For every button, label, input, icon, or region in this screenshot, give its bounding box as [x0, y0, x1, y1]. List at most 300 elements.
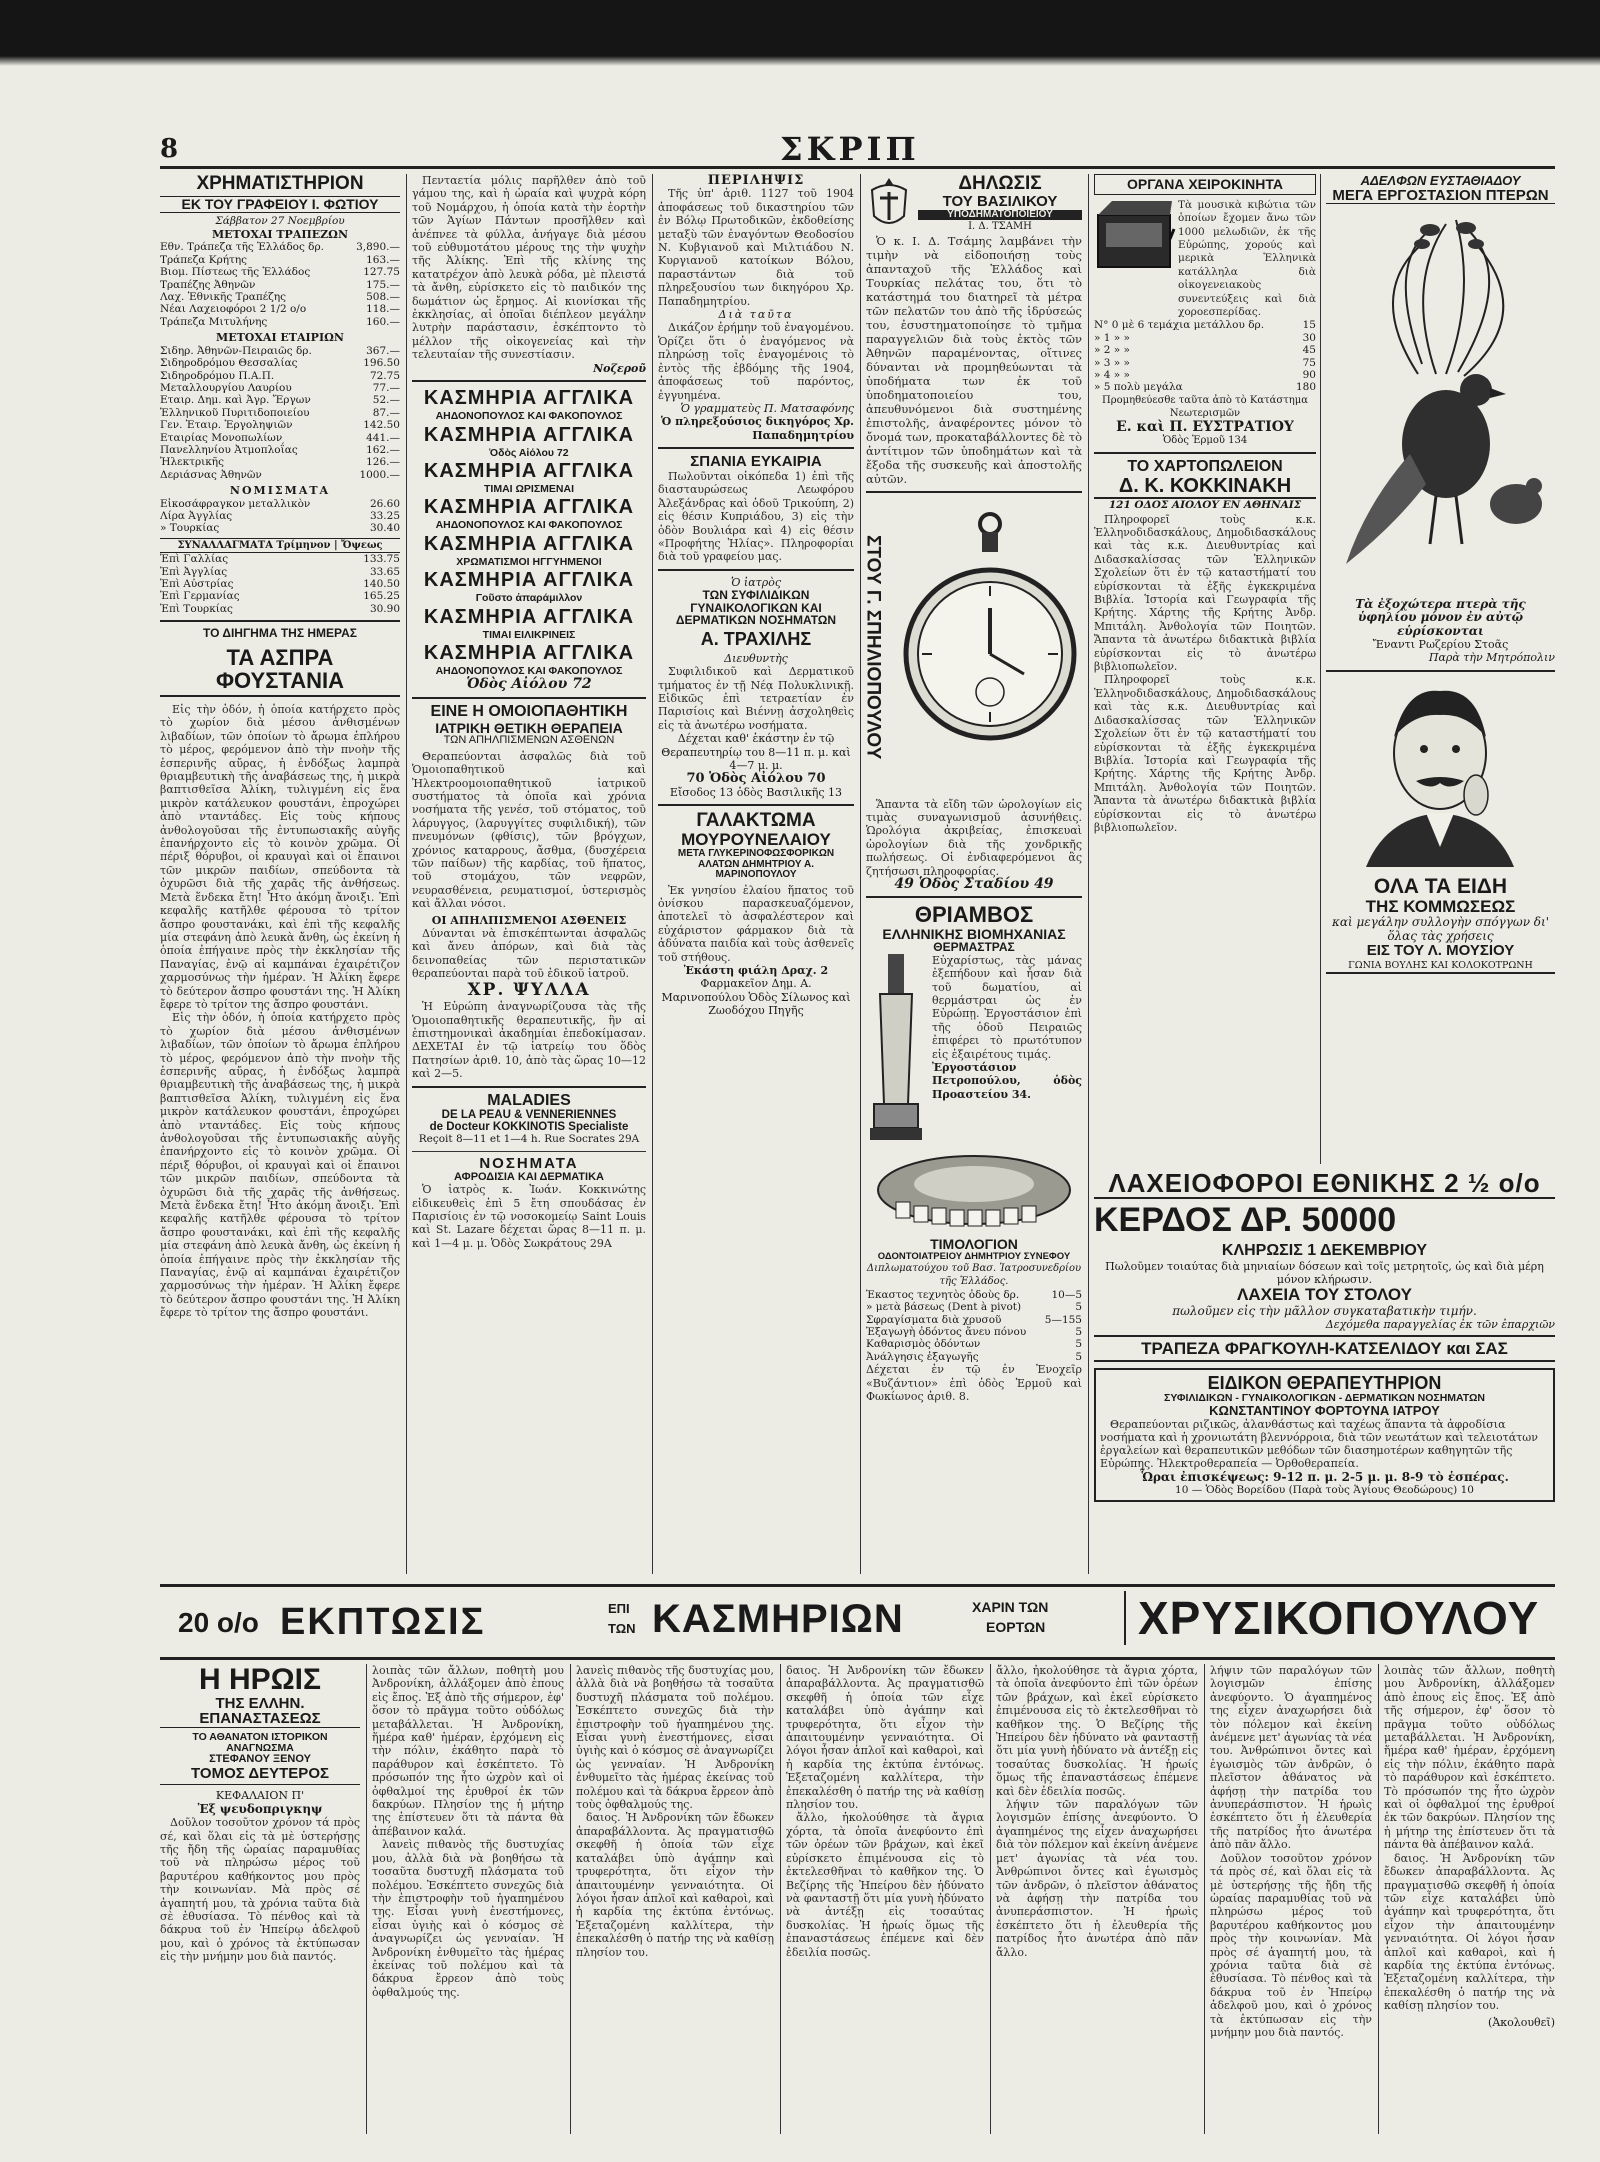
- watch-ad-vertical-title: ΣΤΟΥ Γ. ΣΠΗΛΙΟΠΟΥΛΟΥ: [862, 535, 884, 760]
- homeopathy-title: ΕΙΝΕ Η ΟΜΟΙΟΠΑΘΗΤΙΚΗ: [430, 702, 628, 720]
- row-value: 3,890.—: [356, 241, 400, 254]
- stock-exchange-subtitle: ΕΚ ΤΟΥ ΓΡΑΦΕΙΟΥ Ι. ΦΩΤΙΟΥ: [160, 196, 400, 213]
- row-label: Τράπεζα Μιτυλήνης: [160, 315, 268, 328]
- corp-shares-heading: ΜΕΤΟΧΑΙ ΕΤΑΙΡΙΩΝ: [216, 331, 344, 345]
- fx-row: [160, 578, 400, 590]
- bank-share-row: [160, 303, 400, 315]
- lottery-heading: ΛΑΧΕΙΟΦΟΡΟΙ ΕΘΝΙΚΗΣ 2 ½ ο/ο: [1094, 1170, 1555, 1199]
- newspaper-page: [160, 128, 1555, 2138]
- row-label: Λαχ. Ἐθνικῆς Τραπέζης: [160, 291, 287, 304]
- instruments-address: Ὁδὸς Ἑρμοῦ 134: [1162, 435, 1248, 446]
- shop-owner: Ι. Δ. ΤΣΑΜΗ: [968, 221, 1032, 233]
- cashmere-ad-heading: ΚΑΣΜΗΡΙΑ ΑΓΓΛΙΚΑ: [423, 459, 635, 482]
- serial-subtitle: ΤΗΣ ΕΛΛΗΝ. ΕΠΑΝΑΣΤΑΣΕΩΣ: [160, 1696, 360, 1729]
- row-value: 140.50: [363, 578, 400, 590]
- serial-text: λοιπὰς τῶν ἄλλων, ποθητὴ μου Ἀνδρονίκη, ἀλλάξομεν ἀπὸ ἐπους εἰς ἔπος. Ἐξ ἀπὸ τῆς σήμερον, ἐφ' ὅσον τὸ πρᾶγμα τοῦτο οὐδόλως μεταβάλλεται. Ἡ Ἀνδρονίκη, ἥμέρα καθ' ἡμέραν, ἐρχόμενη εἰς τὴν πόλιν, ἐκάθητο παρὰ τὸ παράθυρον καὶ ἐσκέπτετο. Τὸ πρόσωπόν της ἦτο ὠχρὸν καὶ οἱ ὀφθαλμοί της ἐρυθροί ἐκ τῶν δακρύων. Πλησίον της ἡ μήτηρ της ἐπίστευεν ὅτι τὰ πάντα θὰ ἀπέβαινον καλά.: [372, 1664, 564, 1838]
- stationery-text: Πληροφορεῖ τοὺς κ.κ. Ἑλληνοδιδασκάλους, Δημοδιδασκάλους καὶ τὰς κ.κ. Διευθυντρίας καὶ Διδασκαλίσσας τῶν Ἑλληνικῶν Σχολείων ὅτι ἐν τῷ καταστήματί του εὑρίσκονται τὰ ἑξῆς ἐγκεκριμένα Βιβλία. Ἱστορία καὶ Γεωγραφία τῆς Κρήτης. Χάρτης τῆς Κρήτης Ἀνδρ. Μπιτάλη. Ἀνθολογία τῶν Ποιητῶν. Ἄπαντα τὰ ἀνωτέρω διδακτικὰ βιβλία εὑρίσκονται εἰς τὸ ἀνωτέρω βιβλιοπωλεῖον.: [1094, 512, 1316, 674]
- row-value: 5: [1075, 1325, 1082, 1338]
- doctor-hours: Δέχεται καθ' ἑκάστην ἐν τῷ Θεραπευτηρίῳ του 8—11 π. μ. καὶ 4—7 μ. μ.: [661, 732, 851, 773]
- serial-text: Δοῦλον τοσοῦτον χρόνον τά πρὸς σέ, καὶ ὅλαι εἰς τὰ μὲ ὑστερήσῃς τῆς ἤδη τῆς ὡραίας παραμυθίας τοῦ νὰ πληρώσω μέρος τοῦ βαρυτέρου καθήκοντος μου πρὸς τὴν κοινωνίαν. Μὰ πρὸς σέ ἀγαπητή μου, τὰ χρόνια ταῦτα διὰ σὲ ἐθυσίασα. Τὸ πένθος καὶ τὰ δάκρυα τοῦ ἐν Ἠπείρῳ ἀδελφοῦ μου, καὶ ὁ χρόνος τὰ ἐκτύπωσαν εἰς τὴν μνήμην μου διὰ παντός.: [160, 1816, 360, 1964]
- row-label: » μετὰ βάσεως (Dent à pivot): [866, 1301, 1022, 1314]
- column-rule: [1320, 174, 1321, 1164]
- banner-shop: ΧΡΥΣΙΚΟΠΟΥΛΟΥ: [1124, 1591, 1539, 1645]
- dentist-credentials: Διπλωματούχου τοῦ Βασ. Ἰατροσυνεδρίου τῆς Ἑλλάδος.: [866, 1262, 1082, 1288]
- row-value: 441.—: [366, 431, 400, 444]
- column-rule: [652, 174, 653, 1574]
- watch-ad: [862, 498, 1082, 798]
- divider: [412, 1151, 646, 1152]
- cashmere-ad-heading: ΚΑΣΜΗΡΙΑ ΑΓΓΛΙΚΑ: [423, 496, 635, 519]
- row-label: Ν° 0 μὲ 6 τεμάχια μετάλλου δρ.: [1094, 319, 1265, 332]
- divider: [1094, 452, 1316, 454]
- row-value: 87.—: [372, 406, 400, 419]
- music-box-icon: [1094, 199, 1174, 273]
- row-label: Ἐπὶ Τουρκίας: [160, 602, 233, 615]
- grooming-heading: ΟΛΑ ΤΑ ΕΙΔΗ: [1373, 875, 1508, 899]
- instrument-price-row: [1094, 344, 1316, 356]
- serial-column-3: [576, 1664, 774, 2134]
- stationery-owner: Δ. Κ. ΚΟΚΚΙΝΑΚΗ: [1094, 476, 1316, 499]
- row-value: 126.—: [366, 456, 400, 469]
- instruments-text: Τὰ μουσικὰ κιβώτια τῶν ὁποίων ἔχομεν ἄνω τῶν 1000 μελωδιῶν, ἐκ τῆς Εὐρώπης, χορούς καὶ μερικὰ Ἑλληνικὰ κατάλληλα διὰ οἰκογενειακοὺς συνεντεύξεις καὶ διὰ χοροεσπερίδας.: [1178, 198, 1316, 318]
- page-number: 8: [160, 134, 179, 164]
- row-label: Δεριάσνας Ἀθηνῶν: [160, 468, 262, 481]
- row-label: Λίρα Ἀγγλίας: [160, 509, 233, 522]
- corp-share-row: [160, 456, 400, 468]
- stationery-text-cont: Πληροφορεῖ τοὺς κ.κ. Ἑλληνοδιδασκάλους, Δημοδιδασκάλους καὶ τὰς κ.κ. Διευθυντρίας καὶ Διδασκαλίσσας τῶν Ἑλληνικῶν Σχολείων ὅτι ἐν τῷ καταστήματί του εὑρίσκονται τὰ ἑξῆς ἐγκεκριμένα Βιβλία. Ἱστορία καὶ Γεωγραφία τῆς Κρήτης. Χάρτης τῆς Κρήτης Ἀνδρ. Μπιτάλη. Ἀνθολογία τῶν Ποιητῶν. Ἄπαντα τὰ ἀνωτέρω διδακτικὰ βιβλία εὑρίσκονται εἰς τὸ ἀνωτέρω βιβλιοπωλεῖον.: [1094, 673, 1316, 834]
- clinic-address: 10 — Ὁδὸς Βορείδου (Παρὰ τοὺς Ἁγίους Θεοδώρους) 10: [1175, 1484, 1474, 1497]
- bank-share-row: [160, 279, 400, 291]
- cashmere-ad-subline: Ὁδὸς Αἰόλου 72: [489, 446, 569, 459]
- story-continuation: Πενταετία μόλις παρῆλθεν ἀπὸ τοῦ γάμου της, καὶ ἡ ὡραία καὶ ψυχρὰ κόρη τοῦ Νομάρχου, ἡ ὁποία κατὰ τὴν ἑορτὴν τῶν Ἁγίων Πάντων προσῆλθεν καὶ ἀνέπνεε τὰ φύλλα, ἀνήγαγε διὰ μέσου τοῦ εὐθυμοτάτου μέρους της τὴν ψυχὴν τῆς Ἀλίκης. Ἐπὶ τῆς κλίνης της κατατρέχον ἀπὸ λευκὰ ρόδα, μὲ πλειστά τὰ ἄνθη, εὑρίσκετο εἰς τὸ παιδικόν της δωμάτιον ὡς ἔρημος. Αἱ κιονίσκαι τῆς ἐκκλησίας, αἱ ὁποῖαι διέπλεον μεγάλην λυτρὴν παράστασιν, ἐσκέπτοντο τὸ μέλλον τῆς οἰκογενείας καὶ τὴν τελευταίαν τῆς συνεστίασιν.: [412, 174, 646, 362]
- story-title: ΤΑ ΑΣΠΡΑ ΦΟΥΣΤΑΝΙΑ: [160, 646, 400, 697]
- scan-top-band: [0, 0, 1600, 58]
- corp-shares-table: [160, 345, 400, 481]
- serial-column-4: [786, 1664, 984, 2134]
- triumph-address: Ἐργοστάσιον Πετροπούλου, ὁδὸς Προαστείου 34.: [932, 1061, 1082, 1101]
- serial-column-6: [1210, 1664, 1372, 2134]
- story-text-cont: Εἰς τὴν ὁδόν, ἡ ὁποία κατήρχετο πρὸς τὸ χωρίον διὰ μέσου ἀνθισμένων λιβαδίων, τῶν ὁποίων τὸ ἄρωμα ἐπλήρου τὸ μέρος, φερόμενον ἀπὸ τὴν πνοὴν τῆς ἑσπερινῆς αὔρας, ἡ ἐνδόξως λαμπρὰ θριαμβευτικὴ τῆς ἀναβάσεως της, ἡ μικρὰ βαπτισθεῖσα Ἀλίκη, τυλιγμένη εἰς ἕνα μικρὸν κατάλευκον φουστάνι, ἐπροχώρει ἀπὸ νταντάδες. Εἰς τοὺς κήπους ἀνθολογοῦσαι τῆς ἐντυπωσιακῆς αὐγῆς ἐπανήρχοντο εἰς τὸ κοινὸν χρῶμα. Οἱ πέριξ θόρυβοι, οἱ κραυγαὶ καὶ οἱ ἔπαινοι τῶν μικρῶν παιδίων, σπεύδοντα τὰ ὀχυρῶσι διὰ τῆς χαρᾶς τῆς ἀνθήσεως. Μετὰ ἕνδεκα ἔτη! Ἦτο ἀκόμη ἄνοιξι. Ἐπὶ κεφαλῆς κατῆλθε φέρουσα τὸ τρίτον ἄσπρο φουστανάκι, καὶ ἐπὶ τῆς κεφαλῆς μία στεφάνη ἀπὸ λευκὰ ἄνθη, ὡς ἐκείνη ἡ ὁποία ἐπήγαινε πρὸς τὴν ἐκκλησίαν τῆς Παναγίας, ἐνῷ αἱ καμπάναι ἐχαιρέτιζον χαρμοσύνως τὴν ἡμέραν. Ἡ Ἀλίκη ἔφερε τὸ δεύτερον ἄσπρο φουστάνι της. Ἡ Ἀλίκη ἔφερε τὸ τρίτον της ἄσπρο φουστάνι.: [160, 1011, 400, 1320]
- feathers-address-2: Παρὰ τὴν Μητρόπολιν: [1428, 651, 1555, 665]
- serial-kicker: ΤΟ ΑΘΑΝΑΤΟΝ ΙΣΤΟΡΙΚΟΝ ΑΝΑΓΝΩΣΜΑ: [192, 1731, 328, 1755]
- serial-text: λοιπὰς τῶν ἄλλων, ποθητὴ μου Ἀνδρονίκη, ἀλλάξομεν ἀπὸ ἐπους εἰς ἔπος. Ἐξ ἀπὸ τῆς σήμερον, ἐφ' ὅσον τὸ πρᾶγμα τοῦτο οὐδόλως μεταβάλλεται. Ἡ Ἀνδρονίκη, ἥμέρα καθ' ἡμέραν, ἐρχόμενη εἰς τὴν πόλιν, ἐκάθητο παρὰ τὸ παράθυρον καὶ ἐσκέπτετο. Τὸ πρόσωπόν της ἦτο ὠχρὸν καὶ οἱ ὀφθαλμοί της ἐρυθροί ἐκ τῶν δακρύων. Πλησίον της ἡ μήτηρ της ἐπίστευεν ὅτι τὰ πάντα θὰ ἀπέβαινον καλά.: [1384, 1664, 1555, 1852]
- emulsion-brand: ΜΟΥΡΟΥΝΕΛΑΙΟΥ: [681, 830, 831, 850]
- clinic-heading: ΕΙΔΙΚΟΝ ΘΕΡΑΠΕΥΤΗΡΙΟΝ: [1207, 1373, 1442, 1394]
- stationery-heading: ΤΟ ΧΑΡΤΟΠΩΛΕΙΟΝ: [1127, 458, 1283, 476]
- cashmere-ad-heading: ΚΑΣΜΗΡΙΑ ΑΓΓΛΙΚΑ: [423, 532, 635, 555]
- serial-chapter-title: Ἐξ ψευδοπριγκηψ: [197, 1801, 323, 1816]
- emulsion-price: Ἑκάστη φιάλη Δραχ. 2: [683, 963, 829, 977]
- lottery-prize: ΚΕΡΔΟΣ ΔΡ. 50000: [1094, 1201, 1397, 1240]
- column-feathers: [1326, 174, 1555, 1164]
- man-portrait-icon: [1326, 677, 1555, 867]
- instruments-note: Προμηθεύεσθε ταῦτα ἀπὸ τὸ Κατάστημα Νεωτερισμῶν: [1102, 394, 1308, 420]
- column-rule: [1378, 1664, 1379, 2134]
- divider: [1326, 670, 1555, 672]
- dentist-address: Δέχεται ἐν τῷ ἐν Ἐνοχεῖρ «Βυζάντιον» ἐπὶ ὁδὸς Ἑρμοῦ καὶ Φωκίωνος ἀριθ. 8.: [866, 1363, 1082, 1403]
- story-text: Εἰς τὴν ὁδόν, ἡ ὁποία κατήρχετο πρὸς τὸ χωρίον διὰ μέσου ἀνθισμένων λιβαδίων, τῶν ὁποίων τὸ ἄρωμα ἐπλήρου τὸ μέρος, φερόμενον ἀπὸ τὴν πνοὴν τῆς ἑσπερινῆς αὔρας, ἡ ἐνδόξως λαμπρὰ θριαμβευτικὴ τῆς ἀναβάσεως της, ἡ μικρὰ βαπτισθεῖσα Ἀλίκη, τυλιγμένη εἰς ἕνα μικρὸν κατάλευκον φουστάνι, ἐπροχώρει ἀπὸ νταντάδες. Εἰς τοὺς κήπους ἀνθολογοῦσαι τῆς ἐντυπωσιακῆς αὐγῆς ἐπανήρχοντο εἰς τὸ κοινὸν χρῶμα. Οἱ πέριξ θόρυβοι, οἱ κραυγαὶ καὶ οἱ ἔπαινοι τῶν μικρῶν παιδίων, σπεύδοντα τὰ ὀχυρῶσι διὰ τῆς χαρᾶς τῆς ἀνθήσεως. Μετὰ ἕνδεκα ἔτη! Ἦτο ἀκόμη ἄνοιξι. Ἐπὶ κεφαλῆς κατῆλθε φέρουσα τὸ τρίτον ἄσπρο φουστανάκι, καὶ ἐπὶ τῆς κεφαλῆς μία στεφάνη ἀπὸ λευκὰ ἄνθη, ὡς ἐκείνη ἡ ὁποία ἐπήγαινε πρὸς τὴν ἐκκλησίαν τῆς Παναγίας, ἐνῷ αἱ καμπάναι ἐχαιρέτιζον χαρμοσύνως τὴν ἡμέραν. Ἡ Ἀλίκη ἔφερε τὸ δεύτερον ἄσπρο φουστάνι της. Ἡ Ἀλίκη ἔφερε τὸ τρίτον της ἄσπρο φουστάνι.: [160, 703, 400, 1011]
- cashmere-ad-heading: ΚΑΣΜΗΡΙΑ ΑΓΓΛΙΚΑ: [423, 569, 635, 592]
- cashmere-ad-heading: ΚΑΣΜΗΡΙΑ ΑΓΓΛΙΚΑ: [423, 423, 635, 446]
- row-value: 72.75: [369, 369, 400, 382]
- row-label: » Τουρκίας: [160, 522, 220, 535]
- row-label: Εθν. Τράπεζα τῆς Ἑλλάδος δρ.: [160, 241, 325, 254]
- column-shoemaker-watch: [862, 173, 1082, 1574]
- row-label: Ἐπὶ Γερμανίας: [160, 590, 240, 603]
- cashmere-ad-subline: Γοῦστο ἀπαράμιλλον: [475, 592, 583, 605]
- triumph-subtitle: ΕΛΛΗΝΙΚΗΣ ΒΙΟΜΗΧΑΝΙΑΣ: [882, 925, 1066, 942]
- cashmere-ad-block: [412, 387, 646, 678]
- row-label: Τραπέζης Ἀθηνῶν: [160, 278, 256, 291]
- divider: [412, 697, 646, 699]
- cashmere-ad-subline: ΤΙΜΑΙ ΩΡΙΣΜΕΝΑΙ: [484, 482, 574, 495]
- french-ad-doctor: de Docteur KOKKINOTIS Specialiste: [429, 1121, 629, 1134]
- instruments-seller: Ε. καὶ Π. ΕΥΣΤΡΑΤΙΟΥ: [1116, 418, 1294, 435]
- doctor-role: Διευθυντὴς: [724, 651, 788, 665]
- summary-signature-2: Ὁ πληρεξούσιος δικηγόρος Χρ. Παπαδημητρίου: [660, 415, 854, 442]
- row-value: 77.—: [372, 381, 400, 394]
- serial-column-5: [996, 1664, 1198, 2134]
- instruments-price-table: [1094, 319, 1316, 393]
- bank-shares-table: [160, 241, 400, 328]
- divider: [412, 1086, 646, 1088]
- dentures-icon: [866, 1144, 1082, 1234]
- coin-row: [160, 522, 400, 534]
- bank-share-row: [160, 266, 400, 278]
- summary-heading: ΠΕΡΙΛΗΨΙΣ: [707, 173, 805, 188]
- serial-column-2: [372, 1664, 564, 2134]
- row-value: 196.50: [363, 357, 400, 370]
- fx-row: [160, 590, 400, 602]
- clinic-hours: Ὧραι ἐπισκέψεως: 9-12 π. μ. 2-5 μ. μ. 8-9 τὸ ἑσπέρας.: [1140, 1470, 1509, 1485]
- french-ad-hours: Reçoit 8—11 et 1—4 h. Rue Socrates 29A: [418, 1133, 640, 1146]
- instruments-heading: ΟΡΓΑΝΑ ΧΕΙΡΟΚΙΝΗΤΑ: [1094, 174, 1316, 195]
- row-value: 33.25: [369, 509, 400, 522]
- dentist-price-row: [866, 1289, 1082, 1301]
- banner-product: ΚΑΣΜΗΡΙΩΝ: [652, 1597, 904, 1641]
- emulsion-text: Ἐκ γνησίου ἐλαίου ἥπατος τοῦ ὀνίσκου παρασκευαζόμενον, ἀποτελεῖ τὸ ἀσφαλέστερον καὶ εὐχάριστον φάρμακον διὰ τὰ ἀδύνατα παιδία καὶ τοὺς ἀσθενεῖς τοῦ στήθους.: [658, 883, 854, 964]
- sale-heading: ΣΠΑΝΙΑ ΕΥΚΑΙΡΙΑ: [690, 453, 822, 471]
- divider: [160, 620, 400, 622]
- serial-text: δαιος. Ἡ Ἀνδρονίκη τῶν ἔδωκεν ἀπαραβάλλοντα. Ἀς πραγματισθῶ σκεφθῆ ἡ ὁποία τῶν εἶχε καταλάβει ὑπὸ ἀγάπην καὶ τρυφερότητα, ὅτι εἶχον τὴν ἀπαιτουμένην γενναιότητα. Οἱ λόγοι ἦσαν ἁπλοῖ καὶ καθαροὶ, καὶ ἡ καρδία της ἐκτύπα ἐντόνως. Ἐξεταζομένη καλλίτερα, τὴν ἐπεκαλέσθη ὁ πατήρ της νὰ καθίσῃ πλησίον του.: [786, 1664, 984, 1812]
- row-label: Νέαι Λαχειοφόροι 2 1/2 ο/ο: [160, 303, 307, 316]
- serial-text: δαιος. Ἡ Ἀνδρονίκη τῶν ἔδωκεν ἀπαραβάλλοντα. Ἀς πραγματισθῶ σκεφθῆ ἡ ὁποία τῶν εἶχε καταλάβει ὑπὸ ἀγάπην καὶ τρυφερότητα, ὅτι εἶχον τὴν ἀπαιτουμένην γενναιότητα. Οἱ λόγοι ἦσαν ἁπλοῖ καὶ καθαροὶ, καὶ ἡ καρδία της ἐκτύπα ἐντόνως. Ἐξεταζομένη καλλίτερα, τὴν ἐπεκαλέσθη ὁ πατήρ της νὰ καθίσῃ πλησίον του.: [576, 1811, 774, 1959]
- row-label: Πανελληνίου Ἀτμοπλοΐας: [160, 443, 298, 456]
- fx-row: [160, 566, 400, 578]
- cashmere-ad-address: Ὁδὸς Αἰόλου 72: [466, 676, 592, 693]
- banner-percent: 20 ο/ο: [178, 1607, 259, 1638]
- instrument-price-row: [1094, 319, 1316, 331]
- clinic-doctor: ΚΩΝΣΤΑΝΤΙΝΟΥ ΦΟΡΤΟΥΝΑ ΙΑΤΡΟΥ: [1209, 1403, 1440, 1419]
- column-instruments-paper: [1094, 174, 1316, 1164]
- instrument-price-row: [1094, 369, 1316, 381]
- doctor-address: 70 Ὁδὸς Αἰόλου 70: [686, 771, 826, 787]
- doctor-text: Συφιλιδικοῦ καὶ Δερματικοῦ τμήματος ἐν τῇ Νέᾳ Πολυκλινικῇ. Εἰδικῶς ἐπὶ τετραετίαν ἐν Παρισίοις καὶ Βιέννῃ ἀσχοληθεὶς εἰς τὰ ἀνωτέρω νοσήματα.: [658, 665, 854, 732]
- row-value: 30: [1302, 331, 1316, 344]
- serial-chapter: ΚΕΦΑΛΑΙΟΝ Π': [215, 1789, 305, 1803]
- cashmere-sale-banner: [160, 1584, 1555, 1660]
- row-label: Ἑλληνικοῦ Πυριτιδοποιείου: [160, 406, 310, 419]
- row-value: 75: [1302, 356, 1316, 369]
- serial-text: λανεὶς πιθανὸς τῆς δυστυχίας μου, ἀλλὰ διὰ νὰ βοηθήσω τὰ τοσαῦτα δυστυχῆ πλάσματα τοῦ πολέμου. Ἐσκέπτετο συνεχῶς διὰ τὴν ἐπιστροφὴν τοῦ ἡγαπημένου της. Εἶσαι γυνὴ ἐνεστήμονες, εἶσαι ὑγιὴς καὶ ὁ κόσμος σὲ ἀναγνωρίζει ὡς γενναίαν. Ἡ Ἀνδρονίκη ἐνθυμεῖτο τὰς ἡμέρας ἐκείνας τοῦ πολέμου καὶ τὰ δάκρυα ἔρρεον ἀπὸ τοὺς ὀφθαλμούς της.: [576, 1664, 774, 1812]
- fx-table: [160, 553, 400, 615]
- declaration-heading: ΔΗΛΩΣΙΣ: [958, 173, 1042, 194]
- clinic-text: Θεραπεύονται ριζικῶς, ἀλανθάστως καὶ ταχέως ἅπαντα τὰ ἀφροδίσια νοσήματα καὶ ἡ χρονιωτάτη βλεννόρροια, διὰ τῶν νεωτάτων καὶ τελειοτάτων ἐργαλείων καὶ θεραπευτικῶν μεθόδων τῶν διασημοτέρων καθηγητῶν τῆς Εὐρώπης. Ἠλεκτροθεραπεία — Ὀρθοθεραπεία.: [1100, 1418, 1538, 1471]
- bank-name: ΤΡΑΠΕΖΑ ΦΡΑΓΚΟΥΛΗ-ΚΑΤΣΕΛΙΔΟΥ και ΣΑΣ: [1094, 1335, 1555, 1363]
- row-label: Εταιρ. Δημ. καὶ Ἀγρ. Ἔργων: [160, 394, 311, 407]
- sale-text: Πωλοῦνται οἰκόπεδα 1) ἐπὶ τῆς διασταυρώσεως Λεωφόρου Ἀλεξάνδρας καὶ ὁδοῦ Τρικούπη, 2) εἰς θέσιν Κυπριάδου, 3) εἰς τὴν ὁδὸν Βουλιάρα καὶ 4) εἰς θέσιν «Προφήτης Ἠλίας». Πληροφορίαι διὰ τοῦ γραφείου μας.: [658, 469, 854, 564]
- coins-table: [160, 498, 400, 535]
- row-value: 52.—: [372, 394, 400, 407]
- summary-signature-1: Ὁ γραμματεὺς Π. Ματσαφόνης: [680, 401, 854, 415]
- column-rule: [1204, 1664, 1205, 2134]
- emulsion-heading: ΓΑΛΑΚΤΩΜΑ: [696, 810, 816, 832]
- row-value: 5: [1075, 1350, 1082, 1363]
- bank-share-row: [160, 254, 400, 266]
- row-value: 180: [1295, 381, 1316, 394]
- row-value: 142.50: [363, 419, 400, 432]
- row-value: 367.—: [366, 344, 400, 357]
- cashmere-ad-subline: ΑΗΔΟΝΟΠΟΥΛΟΣ ΚΑΙ ΦΑΚΟΠΟΥΛΟΣ: [435, 519, 623, 532]
- cashmere-ad-subline: ΑΗΔΟΝΟΠΟΥΛΟΣ ΚΑΙ ΦΑΚΟΠΟΥΛΟΣ: [435, 664, 623, 677]
- divider: [658, 569, 854, 571]
- corp-share-row: [160, 444, 400, 456]
- row-label: Ἐξαγωγὴ ὀδόντος ἄνευ πόνου: [866, 1325, 1027, 1338]
- instrument-price-row: [1094, 357, 1316, 369]
- feathers-address: Ἔναντι Ρωζερίου Στοᾶς: [1372, 638, 1509, 652]
- bank-share-row: [160, 316, 400, 328]
- row-value: 1000.—: [359, 468, 400, 481]
- french-ad-title: MALADIES: [487, 1091, 571, 1109]
- emulsion-seller: Φαρμακεῖον Δημ. Α. Μαρινοπούλου Ὁδὸς Σίλωνος καὶ Ζωοδόχου Πηγῆς: [661, 977, 851, 1018]
- homeopathy-subtitle: ΙΑΤΡΙΚΗ ΘΕΤΙΚΗ ΘΕΡΑΠΕΙΑ: [435, 719, 623, 736]
- row-label: Ἐκαστος τεχνητὸς ὀδοὺς δρ.: [866, 1288, 1020, 1301]
- shop-name: ΤΟΥ ΒΑΣΙΛΙΚΟΥ: [942, 192, 1058, 210]
- column-ads-cashmere: [412, 174, 646, 1574]
- pocket-watch-icon: [902, 504, 1078, 794]
- column-rule: [570, 1664, 571, 2134]
- doctor-specialty: ΤΩΝ ΣΥΦΙΛΙΔΙΚΩΝ ΓΥΝΑΙΚΟΛΟΓΙΚΩΝ ΚΑΙ ΔΕΡΜΑΤΙΚΩΝ ΝΟΣΗΜΑΤΩΝ: [675, 588, 837, 628]
- coin-row: [160, 498, 400, 510]
- diseases-text: Ὁ ἰατρὸς κ. Ἰωάν. Κοκκινώτης εἰδικευθεὶς ἐπὶ 5 ἔτη σπουδάσας ἐν Παρισίοις ἐν τῷ νοσοκομείῳ Saint Louis καὶ St. Lazare δέχεται ὥρας 8—11 π. μ. καὶ 1—4 μ. μ. Ὁδὸς Σωκράτους 29Α: [412, 1183, 646, 1250]
- instrument-price-row: [1094, 332, 1316, 344]
- grooming-subtitle: ΤΗΣ ΚΟΜΜΩΣΕΩΣ: [1365, 897, 1516, 917]
- divider: [866, 896, 1082, 898]
- triumph-body: [866, 954, 1082, 1144]
- banner-epi: ΕΠΙ: [608, 1601, 630, 1616]
- declaration-text: Ὁ κ. Ι. Δ. Τσάμης λαμβάνει τὴν τιμὴν νὰ εἰδοποιήσῃ τοὺς ἀπανταχοῦ τῆς Ἑλλάδος καὶ Τουρκίας πελάτας του, ὅτι τὸ κατάστημά του διατηρεῖ τὰ μέτρα τῶν πελατῶν του ἀπὸ τῆς ἱδρύσεώς του, ἐσυστηματοποίησε τὸ τμῆμα παραγγελιῶν διὰ τοὺς ἐκτὸς τῶν Ἀθηνῶν παραμένοντας, οἵτινες δύνανται νὰ προμηθεύωνται τὰ ὑποδήματα των ἐκ τοῦ ὑποδηματοποιείου του, ἀπευθυνόμενοι διὰ συστημένης ἐπιστολῆς, ἀναφέροντες μόνον τὸ ὄνομά των, προκαταβάλλοντες δὲ τὸ ἀντίτιμον τῶν ὑποδημάτων καὶ τὰ ἔξοδα τῆς συσκευῆς καὶ ἀποστολῆς αὐτῶν.: [866, 233, 1082, 486]
- column-rule: [990, 1664, 991, 2134]
- watch-address: 49 Ὁδὸς Σταδίου 49: [894, 876, 1054, 893]
- row-value: 508.—: [366, 291, 400, 304]
- shoemaker-header: [866, 174, 1082, 234]
- clinic-subtitle: ΣΥΦΙΛΙΔΙΚΩΝ - ΓΥΝΑΙΚΟΛΟΓΙΚΩΝ - ΔΕΡΜΑΤΙΚΩΝ ΝΟΣΗΜΑΤΩΝ: [1164, 1392, 1485, 1405]
- divider: [658, 804, 854, 806]
- column-stock-exchange: [160, 174, 400, 1574]
- navy-lottery-text: πωλοῦμεν εἰς τὴν μᾶλλον συγκαταβατικὴν τιμήν.: [1172, 1303, 1477, 1318]
- row-value: 30.90: [369, 602, 400, 615]
- triumph-text: Εὐχαρίστως, τὰς μάνας ἐξεπήδουν καὶ ἦσαν διὰ τοῦ δωματίου, αἱ θερμάστραι ὡς ἐν Εὐρώπῃ. Ἐργοστάσιον ἐπὶ τῆς ὁδοῦ Πειραιῶς ἐπιφέρει τὸ πρωτότυπον εἰς ἐξαιρέτους τιμάς.: [932, 953, 1082, 1061]
- dentist-price-row: [866, 1301, 1082, 1313]
- column-rule: [406, 174, 407, 1574]
- feathers-slogan: Τὰ ἐξοχώτερα πτερὰ τῆς ὑφηλίου μόνον ἐν αὐτῷ εὑρίσκονται: [1355, 596, 1526, 638]
- row-value: 127.75: [363, 266, 400, 279]
- cashmere-ad-subline: ΑΗΔΟΝΟΠΟΥΛΟΣ ΚΑΙ ΦΑΚΟΠΟΥΛΟΣ: [435, 410, 623, 423]
- row-value: 175.—: [366, 278, 400, 291]
- row-label: Ἐπὶ Αὐστρίας: [160, 578, 234, 590]
- fx-row: [160, 603, 400, 615]
- row-value: 5: [1075, 1301, 1082, 1314]
- row-label: Βιομ. Πίστεως τῆς Ἑλλάδος: [160, 266, 311, 279]
- dentist-price-row: [866, 1338, 1082, 1350]
- serial-title: Η ΗΡΩΙΣ: [198, 1663, 322, 1696]
- row-label: » 5 πολὺ μεγάλα: [1094, 381, 1183, 394]
- bank-shares-heading: ΜΕΤΟΧΑΙ ΤΡΑΠΕΖΩΝ: [211, 228, 348, 242]
- row-label: Σιδηροδρόμου Π.Α.Π.: [160, 369, 275, 382]
- divider: [658, 447, 854, 449]
- row-label: Εἰκοσάφραγκον μεταλλικὸν: [160, 497, 311, 510]
- serial-text: λανεὶς πιθανὸς τῆς δυστυχίας μου, ἀλλὰ διὰ νὰ βοηθήσω τὰ τοσαῦτα δυστυχῆ πλάσματα τοῦ πολέμου. Ἐσκέπτετο συνεχῶς διὰ τὴν ἐπιστροφὴν τοῦ ἡγαπημένου της. Εἶσαι γυνὴ ἐνεστήμονες, εἶσαι ὑγιὴς καὶ ὁ κόσμος σὲ ἀναγνωρίζει ὡς γενναίαν. Ἡ Ἀνδρονίκη ἐνθυμεῖτο τὰς ἡμέρας ἐκείνας τοῦ πολέμου καὶ τὰ δάκρυα ἔρρεον ἀπὸ τοὺς ὀφθαλμούς της.: [372, 1838, 564, 1999]
- doctor-kicker: Ὁ ἰατρὸς: [730, 575, 782, 589]
- dentist-price-row: [866, 1351, 1082, 1363]
- homeopathy-heading-2: ΟΙ ΑΠΗΛΠΙΣΜΕΝΟΙ ΑΣΘΕΝΕΙΣ: [431, 913, 627, 927]
- row-label: Σφραγίσματα διὰ χρυσοῦ: [866, 1313, 1002, 1326]
- homeopathy-text-3: Ἡ Εὐρώπη ἀναγνωρίζουσα τὰς τῆς Ὁμοιοπαθητικῆς θεραπευτικῆς, ἣν αἱ ἐπιστημονικαὶ ἀκαδημίαι ἐπεδοκίμασαν. ΔΕΧΕΤΑΙ ἐν τῷ ἰατρείῳ του ὅδὸς Πατησίων ἀριθ. 10, ἀπὸ τὰς ὥρας 10—12 καὶ 2—5.: [412, 1000, 646, 1081]
- row-value: 162.—: [366, 443, 400, 456]
- row-value: 15: [1302, 319, 1316, 332]
- row-value: 45: [1302, 344, 1316, 357]
- column-rule: [366, 1664, 367, 2134]
- stationery-address: 121 ΟΔΟΣ ΑΙΟΛΟΥ ΕΝ ΑΘΗΝΑΙΣ: [1108, 499, 1302, 512]
- diseases-subtitle: ΑΦΡΟΔΙΣΙΑ ΚΑΙ ΔΕΡΜΑΤΙΚΑ: [454, 1170, 604, 1183]
- corp-share-row: [160, 394, 400, 406]
- triumph-subtitle-2: ΘΕΡΜΑΣΤΡΑΣ: [933, 940, 1015, 955]
- instruments-body: [1094, 199, 1316, 320]
- dentist-pricelist-heading: ΤΙΜΟΛΟΓΙΟΝ: [930, 1236, 1018, 1253]
- feathers-subtitle: ΜΕΓΑ ΕΡΓΟΣΤΑΣΙΟΝ ΠΤΕΡΩΝ: [1326, 188, 1555, 205]
- serial-text: δαιος. Ἡ Ἀνδρονίκη τῶν ἔδωκεν ἀπαραβάλλοντα. Ἀς πραγματισθῶ σκεφθῆ ἡ ὁποία τῶν εἶχε καταλάβει ὑπὸ ἀγάπην καὶ τρυφερότητα, ὅτι εἶχον τὴν ἀπαιτουμένην γενναιότητα. Οἱ λόγοι ἦσαν ἁπλοῖ καὶ καθαροὶ, καὶ ἡ καρδία της ἐκτύπα ἐντόνως. Ἐξεταζομένη καλλίτερα, τὴν ἐπεκαλέσθη ὁ πατήρ της νὰ καθίσῃ πλησίον του.: [1384, 1851, 1555, 2013]
- row-label: Γεν. Ἑταιρ. Ἐργοληψιῶν: [160, 419, 293, 432]
- fx-row: [160, 553, 400, 565]
- dentist-pricelist-subtitle: ΟΔΟΝΤΟΙΑΤΡΕΙΟΥ ΔΗΜΗΤΡΙΟΥ ΣΥΝΕΦΟΥ: [877, 1250, 1071, 1262]
- corp-share-row: [160, 382, 400, 394]
- fx-heading: ΣΥΝΑΛΛΑΓΜΑΤΑ Τρίμηνον | Ὄψεως: [160, 538, 400, 553]
- royal-crest-icon: [866, 176, 912, 232]
- coins-heading: ΝΟΜΙΣΜΑΤΑ: [229, 484, 331, 498]
- emulsion-subtitle: ΜΕΤΑ ΓΛΥΚΕΡΙΝΟΦΩΣΦΟΡΙΚΩΝ ΑΛΑΤΩΝ ΔΗΜΗΤΡΙΟΥ Α. ΜΑΡΙΝΟΠΟΥΛΟΥ: [677, 848, 835, 881]
- row-value: 33.65: [369, 565, 400, 578]
- serial-author: ΣΤΕΦΑΝΟΥ ΞΕΝΟΥ: [209, 1753, 311, 1766]
- row-value: 165.25: [363, 590, 400, 603]
- lottery-text: Πωλοῦμεν τοιαύτας διὰ μηνιαίων δόσεων καὶ τοῖς μετρητοῖς, ὡς καὶ διὰ μέρη μόνον κλήρωσιν.: [1105, 1259, 1544, 1286]
- row-value: 160.—: [366, 315, 400, 328]
- homeopathy-text: Θεραπεύονται ἀσφαλῶς διὰ τοῦ Ὁμοιοπαθητικοῦ καὶ Ἠλεκτροομοιοπαθητικοῦ ἰατρικοῦ συστήματος τὰ ὁποῖα καὶ χρόνια νοσήματα τῆς γενέσ, τοῦ στόματος, τοῦ λάρυγγος, (λαρυγγίτες συφιλιδική), τῶν πνευμόνων (φθίσις), τῶν βρόγχων, χρόνιος καταρρους, ἄσθμα, (δυσχέρεια τῶν παίδων) τῆς καρδίας, τοῦ ἥπατος, τοῦ στομάχου, τῶν νεφρῶν, νευρασθένεια, ρευματισμοί, ὑστερισμὸς καὶ ἄλλαι νόσοι.: [412, 749, 646, 911]
- row-value: 5: [1075, 1338, 1082, 1351]
- row-label: Εταιρίας Μονοπωλίων: [160, 431, 283, 444]
- row-label: Ἠλεκτρικῆς: [160, 456, 224, 469]
- row-label: Τράπεζα Κρήτης: [160, 253, 248, 266]
- coin-row: [160, 510, 400, 522]
- row-label: Καθαρισμὸς ὀδόντων: [866, 1338, 981, 1351]
- cashmere-ad-heading: ΚΑΣΜΗΡΙΑ ΑΓΓΛΙΚΑ: [423, 605, 635, 628]
- cashmere-ad-subline: ΤΙΜΑΙ ΕΙΛΙΚΡΙΝΕΙΣ: [482, 628, 576, 641]
- cashmere-ad-heading: ΚΑΣΜΗΡΙΑ ΑΓΓΛΙΚΑ: [423, 641, 635, 664]
- feathers-heading: ΑΔΕΛΦΩΝ ΕΥΣΤΑΘΙΑΔΟΥ: [1360, 173, 1521, 188]
- corp-share-row: [160, 469, 400, 481]
- summary-heading-2: Διὰ ταῦτα: [718, 308, 794, 322]
- newspaper-name: ΣΚΡΙΠ: [780, 130, 920, 168]
- bird-illustration-icon: [1326, 204, 1555, 594]
- doctor-name: Α. ΤΡΑΧΙΛΗΣ: [700, 628, 812, 649]
- dentist-price-row: [866, 1326, 1082, 1338]
- cashmere-ad-heading: ΚΑΣΜΗΡΙΑ ΑΓΓΛΙΚΑ: [423, 387, 635, 410]
- column-legal-notices: [658, 174, 854, 1574]
- row-value: 133.75: [363, 553, 400, 566]
- row-label: Σιδηροδρόμου Θεσσαλίας: [160, 357, 298, 370]
- stove-icon: [866, 954, 926, 1144]
- serial-column-7: [1384, 1664, 1555, 2134]
- row-value: 30.40: [369, 522, 400, 535]
- row-value: 90: [1302, 368, 1316, 381]
- lottery-orders: Δεχόμεθα παραγγελίας ἐκ τῶν ἐπαρχιῶν: [1325, 1317, 1555, 1331]
- stock-date: Σάββατον 27 Νοεμβρίου: [215, 214, 345, 227]
- row-label: Ἐπὶ Ἀγγλίας: [160, 565, 228, 578]
- column-rule: [780, 1664, 781, 2134]
- corp-share-row: [160, 345, 400, 357]
- row-label: Ἀνάλγησις ἐξαγωγῆς: [866, 1350, 979, 1363]
- grooming-address: ΓΩΝΙΑ ΒΟΥΛΗΣ ΚΑΙ ΚΟΛΟΚΟΤΡΩΝΗ: [1326, 959, 1555, 974]
- banner-for: ΧΑΡΙΝ ΤΩΝ: [972, 1599, 1049, 1615]
- column-rule: [1088, 174, 1089, 1574]
- row-label: Ἐπὶ Γαλλίας: [160, 553, 229, 566]
- serial-text: λήψιν τῶν παραλόγων τῶν λογισμῶν ἐπίσης ἀνεφύοντο. Ὁ ἀγαπημένος της εἶχεν ἀναχωρήσει διὰ τὸν πόλεμον καὶ ἐκείνη ἀνέμενε μετ' ἀγωνίας τὰ νέα του. Ἀνθρώπινοι ὄντες καὶ ἐγωισμὸς τῶν ἀνδρῶν, ὁ πλεῖστον ἀθάνατος νὰ ἀφήσῃ τὴν πατρίδα του ἀνυπεράσπιστον. Ἡ ἡρωὶς ἐσκέπτετο ὅτι ἡ ἐλευθερία τῆς πατρίδος ἦτο ἀνωτέρα ἀπὸ πᾶν ἄλλο.: [996, 1798, 1198, 1959]
- serial-volume: ΤΟΜΟΣ ΔΕΥΤΕΡΟΣ: [160, 1766, 360, 1786]
- bank-share-row: [160, 291, 400, 303]
- corp-share-row: [160, 357, 400, 369]
- row-label: Σιδηρ. Ἀθηνῶν-Πειραιῶς δρ.: [160, 344, 312, 357]
- french-ad-subtitle: DE LA PEAU & VENNERIENNES: [441, 1109, 617, 1122]
- row-label: Μεταλλουργίου Λαυρίου: [160, 381, 292, 394]
- corp-share-row: [160, 407, 400, 419]
- homeopathy-signature: ΧΡ. ΨΥΛΛΑ: [467, 979, 591, 1000]
- serial-continued: (Ἀκολουθεῖ): [1488, 2015, 1555, 2029]
- clinic-ad: [1094, 1368, 1555, 1502]
- row-label: » 1 » »: [1094, 331, 1130, 344]
- summary-text: Τῆς ὑπ' ἀριθ. 1127 τοῦ 1904 ἀποφάσεως τοῦ δικαστηρίου τῶν ἐν Βόλῳ Πρωτοδικῶν, ἐκδοθείσης μεταξὺ τῶν ἐναγόντων Θεοδοσίου Ν. Κυβγιανοῦ καὶ Μιλτιάδου Ν. Κυργιανοῦ κατοίκων Βόλου, παραστάντων διὰ τοῦ πληρεξουσίου των δικηγόρου Χρ. Παπαδημητρίου.: [658, 187, 854, 308]
- banner-discount: ΕΚΠΤΩΣΙΣ: [280, 1601, 486, 1643]
- cashmere-ad-subline: ΧΡΩΜΑΤΙΣΜΟΙ ΗΓΓΥΗΜΕΝΟΙ: [456, 555, 602, 568]
- lottery-draw-date: ΚΛΗΡΩΣΙΣ 1 ΔΕΚΕΜΒΡΙΟΥ: [1221, 1241, 1428, 1259]
- homeopathy-subtitle-2: ΤΩΝ ΑΠΗΛΠΙΣΜΕΝΩΝ ΑΣΘΕΝΩΝ: [443, 734, 615, 747]
- corp-share-row: [160, 370, 400, 382]
- grooming-shop: ΕΙΣ ΤΟΥ Λ. ΜΟΥΣΙΟΥ: [1366, 941, 1515, 959]
- doctor-address-2: Εἴσοδος 13 ὁδὸς Βασιλικῆς 13: [669, 785, 843, 799]
- summary-text-2: Δικάζον ἐρήμην τοῦ ἐναγομένου. Ὁρίζει ὅτι ὁ ἐναγόμενος νὰ πληρώσῃ τοῖς ἐναγομένοις τὸ ἐντὸς τῆς ἐβδόμης τῆς 1904, ἀποφάσεως τοῦ παρόντος, ἐγγυημένα.: [658, 321, 854, 402]
- story-signature: Νοζεροῦ: [593, 361, 646, 375]
- row-value: 118.—: [366, 303, 400, 316]
- serial-text: λήψιν τῶν παραλόγων τῶν λογισμῶν ἐπίσης ἀνεφύοντο. Ὁ ἀγαπημένος της εἶχεν ἀναχωρήσει διὰ τὸν πόλεμον καὶ ἐκείνη ἀνέμενε μετ' ἀγωνίας τὰ νέα του. Ἀνθρώπινοι ὄντες καὶ ἐγωισμὸς τῶν ἀνδρῶν, ὁ πλεῖστον ἀθάνατος νὰ ἀφήσῃ τὴν πατρίδα του ἀνυπεράσπιστον. Ἡ ἡρωὶς ἐσκέπτετο ὅτι ἡ ἐλευθερία τῆς πατρίδος ἦτο ἀνωτέρα ἀπὸ πᾶν ἄλλο.: [1210, 1664, 1372, 1852]
- triumph-heading: ΘΡΙΑΜΒΟΣ: [914, 902, 1034, 928]
- dentist-price-table: [866, 1289, 1082, 1363]
- navy-lottery-heading: ΛΑΧΕΙΑ ΤΟΥ ΣΤΟΛΟΥ: [1237, 1284, 1412, 1304]
- stock-exchange-title: ΧΡΗΜΑΤΙΣΤΗΡΙΟΝ: [196, 173, 364, 194]
- row-value: 10—5: [1051, 1288, 1082, 1301]
- banner-holidays: ΕΟΡΤΩΝ: [986, 1619, 1046, 1635]
- row-label: » 4 » »: [1094, 368, 1130, 381]
- row-label: » 3 » »: [1094, 356, 1130, 369]
- divider: [866, 491, 1082, 493]
- serial-section: [160, 1664, 1555, 2138]
